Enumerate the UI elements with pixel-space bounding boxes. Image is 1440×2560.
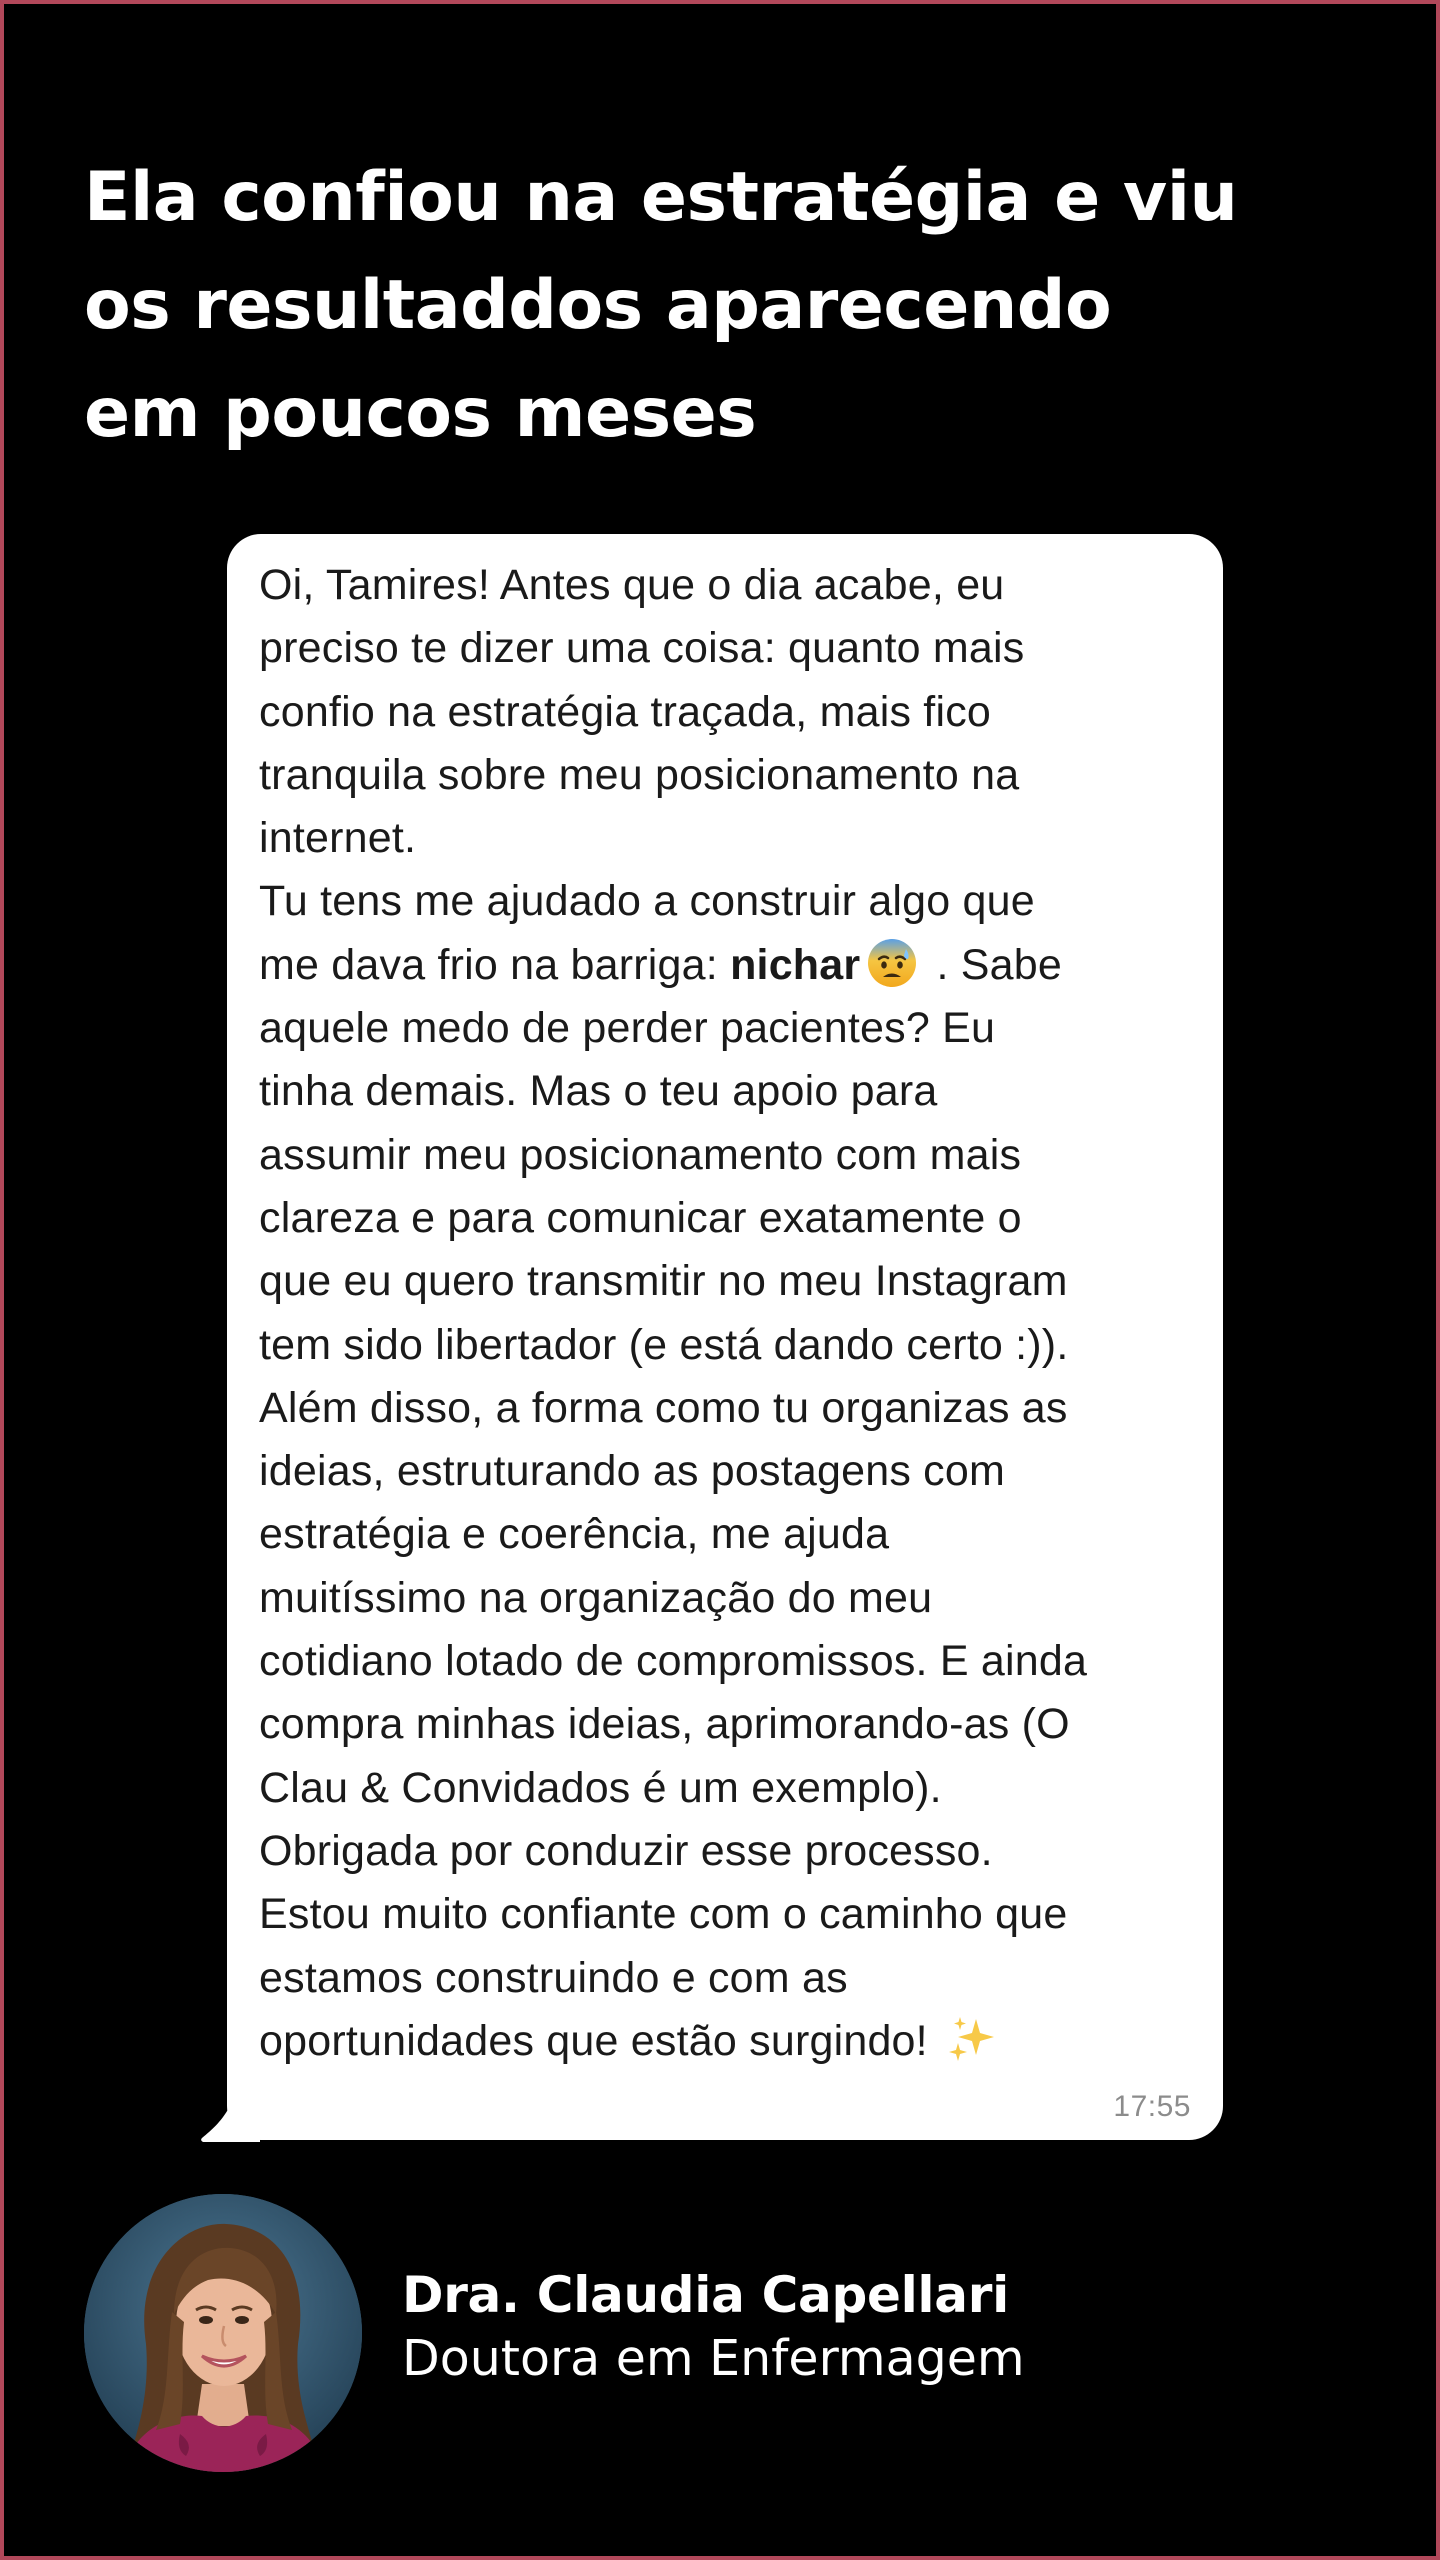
message-text — [259, 554, 1209, 2073]
message-line: internet. — [259, 814, 417, 863]
anxious-face-with-sweat-emoji-icon — [866, 937, 918, 989]
sparkles-emoji-icon — [946, 2013, 998, 2065]
message-line: cotidiano lotado de compromissos. E ainda — [259, 1637, 1088, 1686]
message-text-part: . Sabe — [924, 940, 1062, 989]
author-name: Dra. Claudia Capellari — [402, 2266, 1009, 2324]
message-line: Obrigada por conduzir esse processo. — [259, 1826, 993, 1875]
message-line: estamos construindo e com as — [259, 1953, 848, 2002]
message-text-part: me dava frio na barriga: — [259, 940, 731, 989]
headline — [84, 144, 1344, 468]
message-line: aquele medo de perder pacientes? Eu — [259, 1004, 996, 1053]
message-line: clareza e para comunicar exatamente o — [259, 1193, 1022, 1242]
message-line-with-emoji — [259, 934, 1209, 997]
message-line: ideias, estruturando as postagens com — [259, 1447, 1006, 1496]
message-line: Além disso, a forma como tu organizas as — [259, 1383, 1068, 1432]
message-line: Estou muito confiante com o caminho que — [259, 1890, 1068, 1939]
message-line: Tu tens me ajudado a construir algo que — [259, 877, 1035, 926]
person-photo-avatar-icon — [84, 2194, 362, 2472]
headline-line-1: Ela confiou na estratégia e viu — [84, 158, 1238, 237]
author-role: Doutora em Enfermagem — [402, 2330, 1025, 2387]
message-line: tranquila sobre meu posicionamento na — [259, 750, 1020, 799]
message-line-with-emoji — [259, 2010, 1209, 2073]
headline-line-2: os resultaddos aparecendo — [84, 266, 1112, 345]
message-line: estratégia e coerência, me ajuda — [259, 1510, 890, 1559]
author-avatar — [84, 2194, 362, 2472]
message-line: compra minhas ideias, aprimorando-as (O — [259, 1700, 1070, 1749]
message-line: que eu quero transmitir no meu Instagram — [259, 1257, 1068, 1306]
message-text-part: oportunidades que estão surgindo! — [259, 2016, 940, 2065]
bold-word-nichar: nichar — [730, 940, 861, 989]
message-line: Oi, Tamires! Antes que o dia acabe, eu — [259, 561, 1005, 609]
chat-message-bubble — [227, 534, 1223, 2140]
message-line: assumir meu posicionamento com mais — [259, 1130, 1022, 1179]
message-timestamp: 17:55 — [1113, 2090, 1191, 2123]
message-line: Clau & Convidados é um exemplo). — [259, 1763, 942, 1812]
message-line: preciso te dizer uma coisa: quanto mais — [259, 624, 1025, 673]
message-line: confio na estratégia traçada, mais fico — [259, 687, 992, 736]
headline-line-3: em poucos meses — [84, 374, 757, 453]
message-line: tinha demais. Mas o teu apoio para — [259, 1067, 938, 1116]
message-line: muitíssimo na organização do meu — [259, 1573, 933, 1622]
message-line: tem sido libertador (e está dando certo :)). — [259, 1320, 1069, 1369]
